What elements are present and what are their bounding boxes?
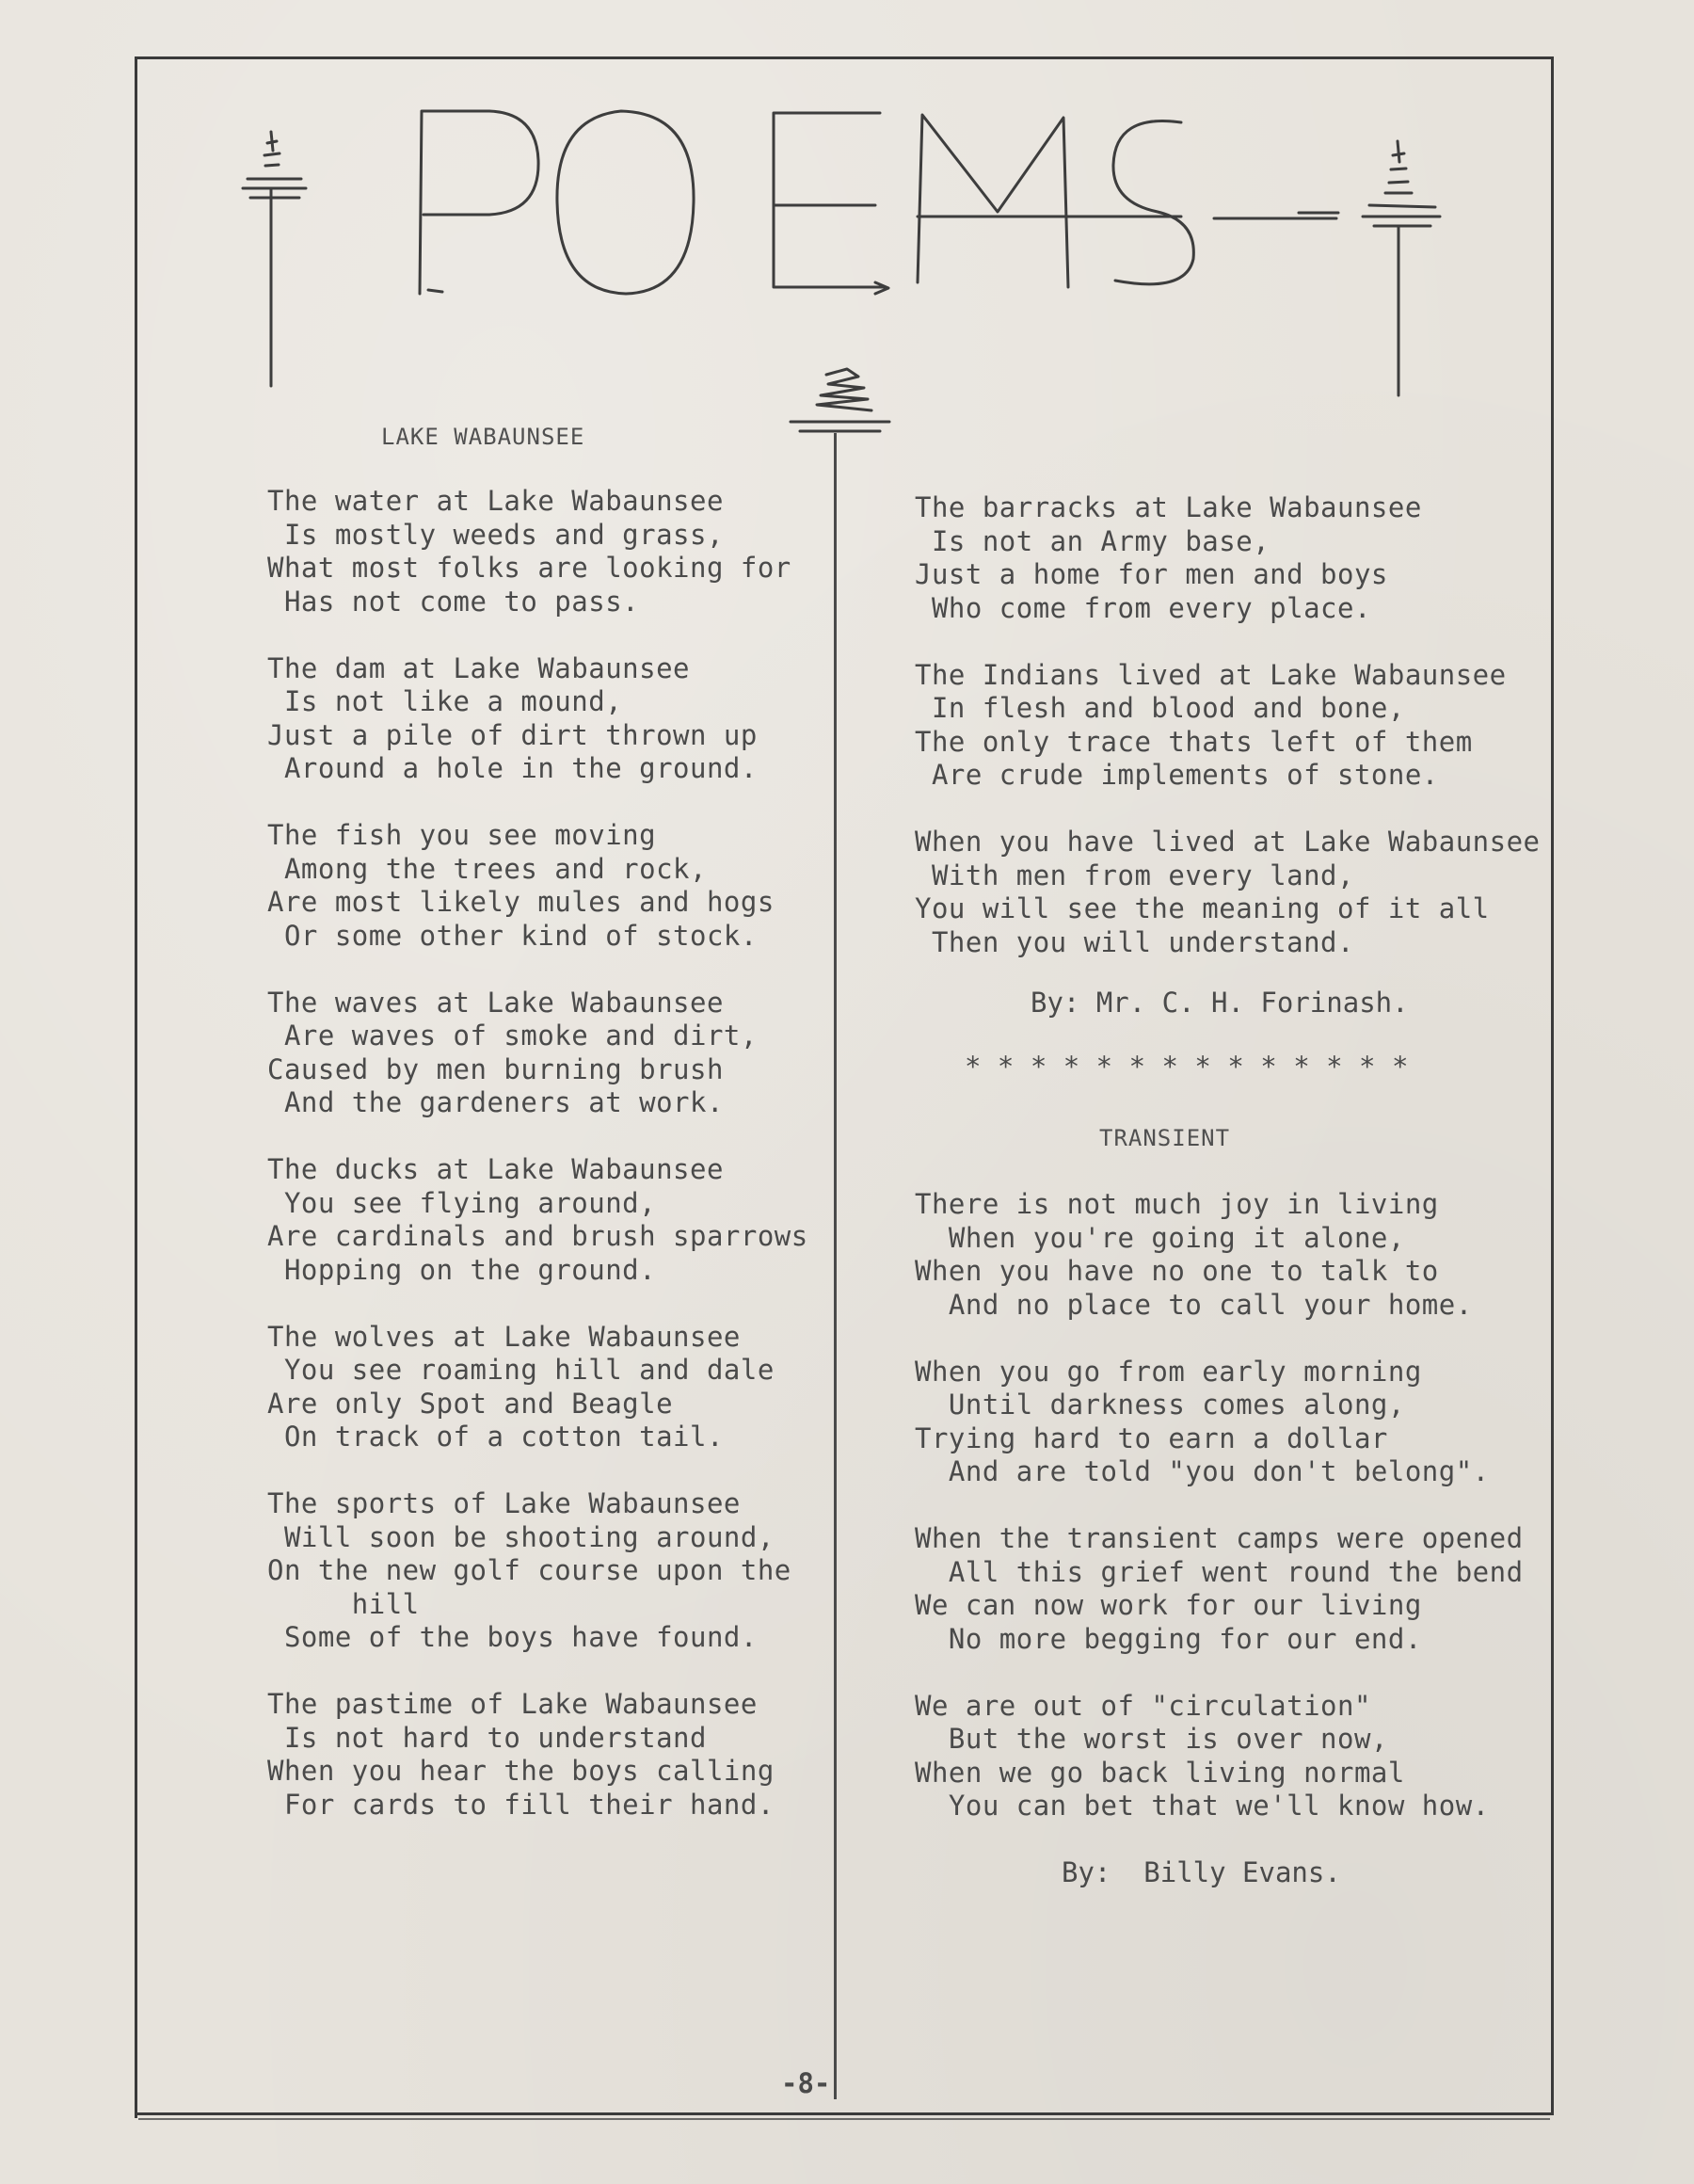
poem-line: The dam at Lake Wabaunsee xyxy=(267,651,690,684)
poem-line xyxy=(267,1454,808,1488)
poem-line: Or some other kind of stock. xyxy=(267,919,758,952)
poem-line: The water at Lake Wabaunsee xyxy=(267,485,724,517)
poem-line: On the new golf course upon the xyxy=(267,1554,791,1586)
poem-line: When you're going it alone, xyxy=(915,1221,1405,1254)
poem-line: And no place to call your home. xyxy=(915,1288,1473,1321)
poem-line: The pastime of Lake Wabaunsee xyxy=(267,1688,758,1720)
poem-line: The Indians lived at Lake Wabaunsee xyxy=(915,658,1507,691)
poem-line: For cards to fill their hand. xyxy=(267,1788,775,1821)
poem-line xyxy=(267,1120,808,1154)
poem-line: You see flying around, xyxy=(267,1186,657,1219)
poem-title-lake-wabaunsee: LAKE WABAUNSEE xyxy=(381,424,585,450)
poem-line xyxy=(267,1287,808,1321)
poem-line xyxy=(915,1322,1524,1356)
poem-byline-evans: By: Billy Evans. xyxy=(1062,1856,1341,1888)
poem-line: You can bet that we'll know how. xyxy=(915,1790,1490,1822)
poem-line: Are only Spot and Beagle xyxy=(267,1387,674,1420)
poem-lake-wabaunsee-right-column xyxy=(915,491,1541,959)
poem-line: Caused by men burning brush xyxy=(267,1052,724,1085)
poem-line: Some of the boys have found. xyxy=(267,1621,758,1653)
poem-line: What most folks are looking for xyxy=(267,552,791,584)
poem-line xyxy=(267,786,808,820)
poem-title-transient: TRANSIENT xyxy=(1099,1125,1231,1151)
poem-line: Are waves of smoke and dirt, xyxy=(267,1020,758,1052)
border-bottom-outer xyxy=(138,2118,1550,2120)
poem-line: Trying hard to earn a dollar xyxy=(915,1421,1388,1454)
letter-e xyxy=(774,113,885,287)
poem-line: But the worst is over now, xyxy=(915,1723,1388,1755)
poem-line: Has not come to pass. xyxy=(267,585,640,618)
poem-line: There is not much joy in living xyxy=(915,1188,1439,1220)
poem-line: Just a home for men and boys xyxy=(915,558,1388,590)
poem-byline-forinash: By: Mr. C. H. Forinash. xyxy=(1031,987,1409,1019)
poem-line: When you hear the boys calling xyxy=(267,1755,775,1787)
letter-m xyxy=(918,115,1068,287)
poem-line: The fish you see moving xyxy=(267,819,657,851)
poem-line: The barracks at Lake Wabaunsee xyxy=(915,491,1422,523)
letter-s xyxy=(1113,120,1193,283)
poem-line xyxy=(267,1655,808,1689)
poem-line: And the gardeners at work. xyxy=(267,1086,724,1118)
separator-stars: * * * * * * * * * * * * * * xyxy=(965,1051,1409,1083)
poem-transient xyxy=(915,1188,1524,1823)
center-ornament-icon xyxy=(791,369,889,431)
poem-line: hill xyxy=(267,1587,420,1620)
poem-line: The waves at Lake Wabaunsee xyxy=(267,986,724,1019)
column-divider xyxy=(834,433,837,2099)
poem-line: When we go back living normal xyxy=(915,1756,1405,1789)
poem-line: No more begging for our end. xyxy=(915,1622,1422,1655)
poem-line xyxy=(915,1489,1524,1523)
letter-p xyxy=(420,111,538,294)
poem-line xyxy=(267,618,808,652)
poem-line xyxy=(915,625,1541,659)
poem-lake-wabaunsee-left-column xyxy=(267,485,808,1822)
poem-line: In flesh and blood and bone, xyxy=(915,692,1405,724)
poem-line: Are cardinals and brush sparrows xyxy=(267,1220,808,1252)
poem-line: Around a hole in the ground. xyxy=(267,752,758,784)
header-decoration xyxy=(0,0,1694,452)
poem-line: Is mostly weeds and grass, xyxy=(267,518,724,551)
poem-line: Just a pile of dirt thrown up xyxy=(267,718,758,751)
poem-line: When you have lived at Lake Wabaunsee xyxy=(915,826,1541,858)
left-ornament-icon xyxy=(243,132,306,386)
poem-line: When you have no one to talk to xyxy=(915,1255,1439,1287)
page-number: -8- xyxy=(781,2067,831,2099)
poem-line: With men from every land, xyxy=(915,859,1354,891)
poem-line: You will see the meaning of it all xyxy=(915,892,1490,924)
poem-line: When you go from early morning xyxy=(915,1355,1422,1388)
poem-line: On track of a cotton tail. xyxy=(267,1421,724,1453)
poem-line: Are most likely mules and hogs xyxy=(267,886,775,918)
poem-line: Then you will understand. xyxy=(915,925,1354,958)
poem-line: The only trace thats left of them xyxy=(915,725,1473,758)
border-bottom xyxy=(135,2112,1554,2115)
poem-line xyxy=(915,793,1541,827)
poem-line: The ducks at Lake Wabaunsee xyxy=(267,1153,724,1185)
poem-line: Is not like a mound, xyxy=(267,685,623,717)
poem-line: Hopping on the ground. xyxy=(267,1253,657,1286)
poem-line: Among the trees and rock, xyxy=(267,852,707,885)
poem-line: All this grief went round the bend xyxy=(915,1555,1524,1588)
poem-line: When the transient camps were opened xyxy=(915,1522,1524,1554)
poem-line: Until darkness comes along, xyxy=(915,1389,1405,1421)
poem-line: You see roaming hill and dale xyxy=(267,1354,775,1386)
poem-line: Are crude implements of stone. xyxy=(915,759,1439,791)
poem-line: The sports of Lake Wabaunsee xyxy=(267,1487,741,1519)
right-ornament-icon xyxy=(1363,141,1440,395)
poem-line: Is not an Army base, xyxy=(915,524,1270,557)
poem-line: The wolves at Lake Wabaunsee xyxy=(267,1320,741,1353)
poem-line: Who come from every place. xyxy=(915,591,1371,624)
poem-line: Will soon be shooting around, xyxy=(267,1520,775,1553)
poem-line xyxy=(267,953,808,987)
letter-o xyxy=(557,111,694,294)
poem-line: We are out of "circulation" xyxy=(915,1689,1371,1722)
poem-line: Is not hard to understand xyxy=(267,1721,707,1754)
poem-line xyxy=(915,1656,1524,1690)
poem-line: We can now work for our living xyxy=(915,1589,1422,1621)
poem-line: And are told "you don't belong". xyxy=(915,1455,1490,1487)
